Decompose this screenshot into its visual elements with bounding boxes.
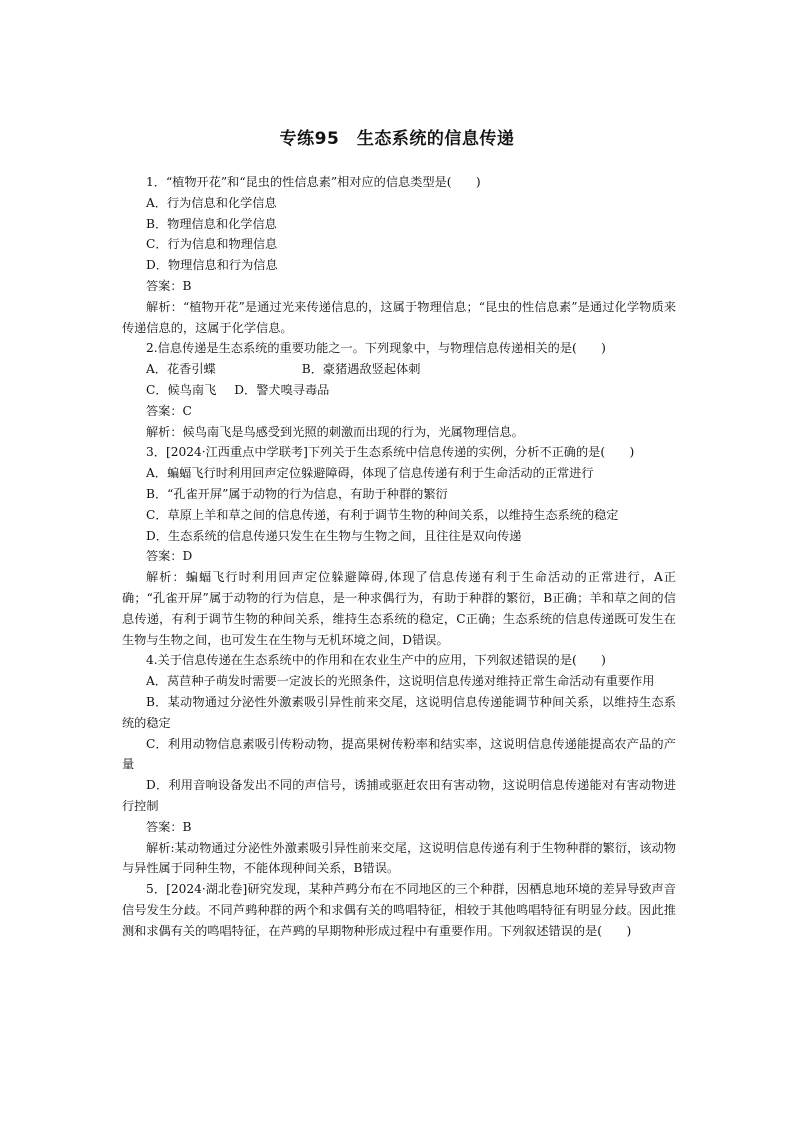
question-2-stem: 2.信息传递是生态系统的重要功能之一。下列现象中，与物理信息传递相关的是( ) bbox=[146, 341, 606, 356]
question-2-option-a: A．花香引蝶 bbox=[146, 362, 216, 377]
question-4-answer: 答案：B bbox=[146, 819, 192, 834]
question-4-stem: 4.关于信息传递在生态系统中的作用和在农业生产中的应用，下列叙述错误的是( ) bbox=[146, 653, 606, 668]
question-2-option-b: B．豪猪遇敌竖起体刺 bbox=[301, 362, 421, 377]
question-4-analysis: 解析:某动物通过分泌性外激素吸引异性前来交尾，这说明信息传递有利于生物种群的繁衍，该动物与异性属于同种生物，不能体现种间关系，B错误。 bbox=[122, 840, 676, 876]
question-1-stem: 1．“植物开花”和“昆虫的性信息素”相对应的信息类型是( ) bbox=[146, 175, 481, 189]
question-3-analysis: 解析：蝙蝠飞行时利用回声定位躲避障碍,体现了信息传递有利于生命活动的正常进行，A正确；“孔雀开屏”属于动物的行为信息，是一种求偶行为，有助于种群的繁衍，B正确；羊和草之间的信息传递，有利于调节生物的种间关系，维持生态系统的稳定，C正确；生态系统的信息传递既可发生在生物与生物之间，也可发生在生物与无机环境之间，D错误。 bbox=[122, 570, 676, 647]
question-1-analysis: 解析：“植物开花”是通过光来传递信息的，这属于物理信息；“昆虫的性信息素”是通过化学物质来传递信息的，这属于化学信息。 bbox=[122, 299, 676, 335]
question-1-option-c: C．行为信息和物理信息 bbox=[146, 237, 278, 252]
question-5-stem: 5．[2024·湖北卷]研究发现，某种芦鹀分布在不同地区的三个种群，因栖息地环境的差异导致声音信号发生分歧。不同芦鹀种群的两个和求偶有关的鸣唱特征，相较于其他鸣唱特征有明显分歧。因此推测和求偶有关的鸣唱特征，在芦鹀的早期物种形成过程中有重要作用。下列叙述错误的是( ) bbox=[122, 882, 676, 938]
question-2-option-c: C．候鸟南飞 bbox=[146, 382, 217, 397]
question-4-option-c: C．利用动物信息素吸引传粉动物，提高果树传粉率和结实率，这说明信息传递能提高农产品的产量 bbox=[122, 736, 676, 772]
question-3-option-c: C．草原上羊和草之间的信息传递，有利于调节生物的种间关系，以维持生态系统的稳定 bbox=[146, 507, 619, 522]
question-3-option-b: B．“孔雀开屏”属于动物的行为信息，有助于种群的繁衍 bbox=[146, 486, 448, 501]
question-4-option-d: D．利用音响设备发出不同的声信号，诱捕或驱赶农田有害动物，这说明信息传递能对有害动物进行控制 bbox=[122, 778, 676, 813]
page-title: 专练95 生态系统的信息传递 bbox=[279, 129, 515, 149]
question-3-option-d: D．生态系统的信息传递只发生在生物与生物之间，且往往是双向传递 bbox=[146, 528, 522, 543]
question-1-option-a: A．行为信息和化学信息 bbox=[146, 195, 277, 210]
question-4-option-b: B．某动物通过分泌性外激素吸引异性前来交尾，这说明信息传递能调节种间关系，以维持生态系统的稳定 bbox=[122, 694, 676, 730]
question-2-option-d: D．警犬嗅寻毒品 bbox=[234, 382, 330, 397]
question-1-option-b: B．物理信息和化学信息 bbox=[146, 216, 277, 231]
question-2-options-row-2 bbox=[122, 380, 676, 401]
question-4-option-a: A．莴苣种子萌发时需要一定波长的光照条件，这说明信息传递对维持正常生命活动有重要作用 bbox=[146, 674, 655, 689]
question-3-stem: 3．[2024·江西重点中学联考]下列关于生态系统中信息传递的实例，分析不正确的是( ) bbox=[146, 445, 635, 460]
question-2-answer: 答案：C bbox=[146, 403, 192, 418]
question-3-answer: 答案：D bbox=[146, 549, 193, 564]
question-2-options-row-1 bbox=[122, 359, 676, 380]
question-2-analysis: 解析：候鸟南飞是鸟感受到光照的刺激而出现的行为，光属物理信息。 bbox=[146, 424, 524, 439]
document-body bbox=[122, 172, 676, 941]
question-1-option-d: D．物理信息和行为信息 bbox=[146, 258, 278, 273]
question-1-answer: 答案：B bbox=[146, 278, 192, 293]
question-3-option-a: A．蝙蝠飞行时利用回声定位躲避障碍，体现了信息传递有利于生命活动的正常进行 bbox=[146, 466, 594, 481]
